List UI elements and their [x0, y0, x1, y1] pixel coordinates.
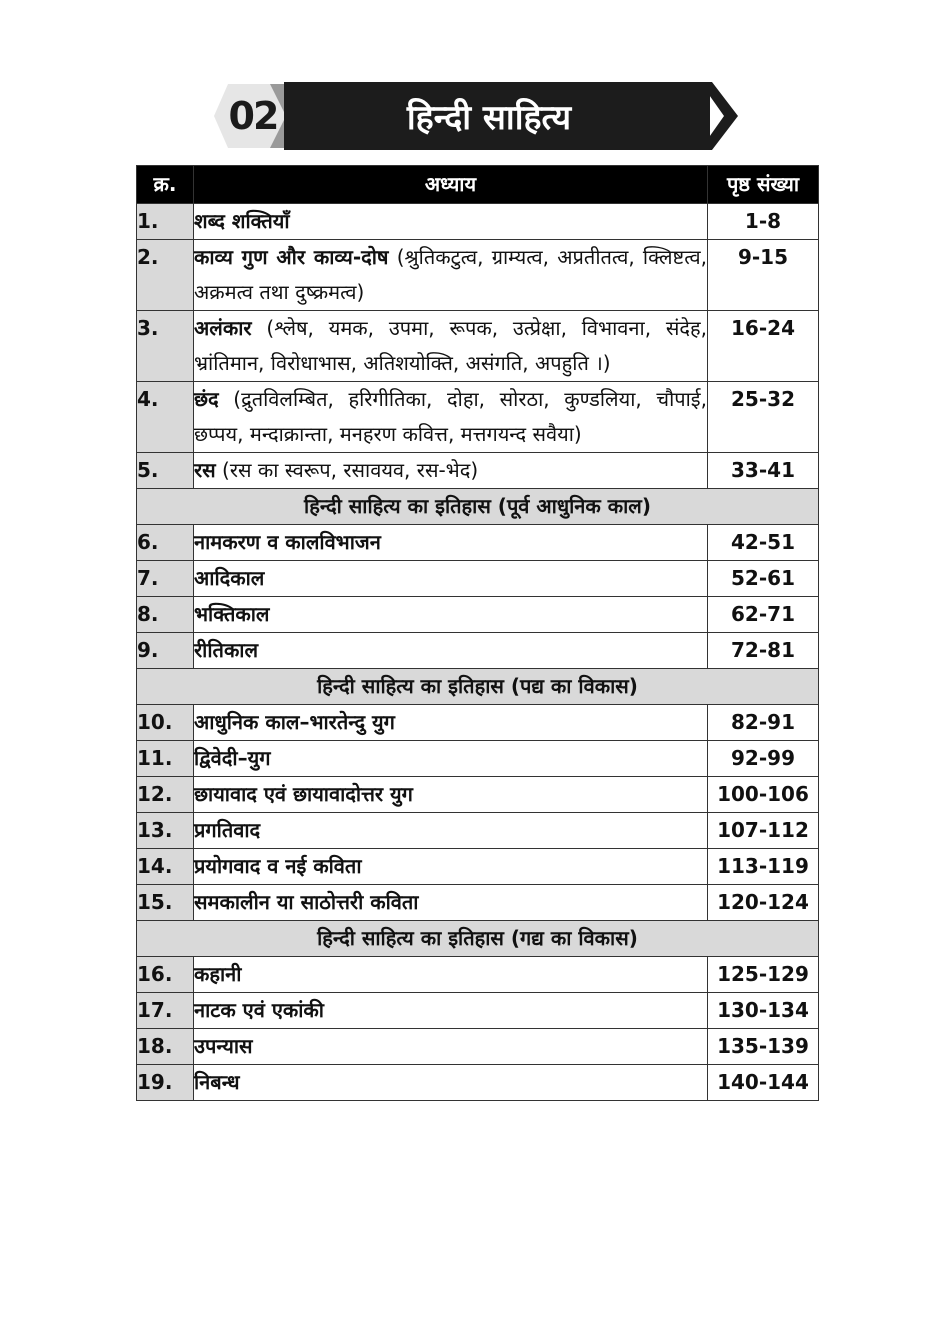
row-number: 7. — [137, 561, 194, 597]
table-row — [137, 1029, 819, 1065]
table-row — [137, 741, 819, 777]
chapter-cell — [194, 1029, 708, 1065]
page-range: 113-119 — [708, 849, 819, 885]
table-row — [137, 993, 819, 1029]
section-heading: हिन्दी साहित्य का इतिहास (पूर्व आधुनिक काल) — [137, 489, 819, 525]
header-serial: क्र. — [137, 166, 194, 204]
chapter-cell — [194, 204, 708, 240]
row-number: 19. — [137, 1065, 194, 1101]
table-row — [137, 597, 819, 633]
table-row — [137, 1065, 819, 1101]
chapter-detail: (रस का स्वरूप, रसावयव, रस-भेद) — [215, 458, 479, 482]
table-row — [137, 525, 819, 561]
chapter-cell — [194, 957, 708, 993]
section-heading: हिन्दी साहित्य का इतिहास (पद्य का विकास) — [137, 669, 819, 705]
row-number: 13. — [137, 813, 194, 849]
chapter-detail: (श्लेष, यमक, उपमा, रूपक, उत्प्रेक्षा, विभावना, संदेह, भ्रांतिमान, विरोधाभास, अतिशयोक्ति, असंगति, अपहुति ।) — [194, 316, 707, 375]
chapter-cell — [194, 1065, 708, 1101]
row-number: 11. — [137, 741, 194, 777]
chapter-cell — [194, 849, 708, 885]
chapter-cell — [194, 382, 708, 453]
table-row — [137, 849, 819, 885]
chapter-title: हिन्दी साहित्य — [406, 98, 572, 138]
row-number: 12. — [137, 777, 194, 813]
section-heading: हिन्दी साहित्य का इतिहास (गद्य का विकास) — [137, 921, 819, 957]
row-number: 17. — [137, 993, 194, 1029]
table-row — [137, 561, 819, 597]
section-heading-row — [137, 921, 819, 957]
chapter-cell — [194, 993, 708, 1029]
table-row — [137, 813, 819, 849]
chapter-title: नाटक एवं एकांकी — [194, 998, 324, 1022]
chapter-cell — [194, 597, 708, 633]
table-row — [137, 957, 819, 993]
row-number: 16. — [137, 957, 194, 993]
row-number: 4. — [137, 382, 194, 453]
chapter-title: आधुनिक काल–भारतेन्दु युग — [194, 710, 395, 734]
row-number: 3. — [137, 311, 194, 382]
table-row — [137, 453, 819, 489]
row-number: 2. — [137, 240, 194, 311]
chapter-title: प्रयोगवाद व नई कविता — [194, 854, 362, 878]
chapter-cell — [194, 525, 708, 561]
chapter-title: समकालीन या साठोत्तरी कविता — [194, 890, 419, 914]
page-range: 72-81 — [708, 633, 819, 669]
chapter-title: छायावाद एवं छायावादोत्तर युग — [194, 782, 413, 806]
header-chapter: अध्याय — [194, 166, 708, 204]
row-number: 6. — [137, 525, 194, 561]
page-range: 107-112 — [708, 813, 819, 849]
page-range: 130-134 — [708, 993, 819, 1029]
contents-table — [136, 165, 819, 1101]
page-range: 16-24 — [708, 311, 819, 382]
page-range: 135-139 — [708, 1029, 819, 1065]
chapter-title: रीतिकाल — [194, 638, 259, 662]
chapter-title: शब्द शक्तियाँ — [194, 209, 290, 233]
chapter-title: रस — [194, 458, 216, 482]
chapter-cell — [194, 705, 708, 741]
header-page-number: पृष्ठ संख्या — [708, 166, 819, 204]
row-number: 18. — [137, 1029, 194, 1065]
row-number: 8. — [137, 597, 194, 633]
page-range: 25-32 — [708, 382, 819, 453]
section-heading-row — [137, 489, 819, 525]
chapter-detail: (द्रुतविलम्बित, हरिगीतिका, दोहा, सोरठा, कुण्डलिया, चौपाई, छप्पय, मन्दाक्रान्ता, मनहरण कवित्त, मत्तगयन्द सवैया) — [194, 387, 707, 446]
table-header-row — [137, 166, 819, 204]
chapter-title: द्विवेदी–युग — [194, 746, 271, 770]
chapter-cell — [194, 240, 708, 311]
chapter-title: उपन्यास — [194, 1034, 253, 1058]
page-range: 9-15 — [708, 240, 819, 311]
page-range: 120-124 — [708, 885, 819, 921]
table-row — [137, 633, 819, 669]
page-range: 33-41 — [708, 453, 819, 489]
chapter-cell — [194, 813, 708, 849]
page-range: 62-71 — [708, 597, 819, 633]
chapter-cell — [194, 453, 708, 489]
table-row — [137, 885, 819, 921]
chapter-title: आदिकाल — [194, 566, 265, 590]
page-range: 125-129 — [708, 957, 819, 993]
page-range: 100-106 — [708, 777, 819, 813]
chapter-title: छंद — [194, 387, 219, 411]
chapter-title: नामकरण व कालविभाजन — [194, 530, 381, 554]
row-number: 5. — [137, 453, 194, 489]
chapter-number: 02 — [228, 94, 278, 138]
chapter-cell — [194, 633, 708, 669]
page-range: 52-61 — [708, 561, 819, 597]
chapter-banner — [214, 82, 738, 150]
row-number: 14. — [137, 849, 194, 885]
chapter-title: निबन्ध — [194, 1070, 240, 1094]
chapter-detail: (श्रुतिकटुत्व, ग्राम्यत्व, अप्रतीतत्व, क्लिष्टत्व, अक्रमत्व तथा दुष्क्रमत्व) — [194, 245, 707, 304]
page-range: 140-144 — [708, 1065, 819, 1101]
page-range: 92-99 — [708, 741, 819, 777]
page-range: 42-51 — [708, 525, 819, 561]
chapter-title: भक्तिकाल — [194, 602, 270, 626]
chapter-title: कहानी — [194, 962, 242, 986]
table-row — [137, 382, 819, 453]
chapter-cell — [194, 311, 708, 382]
chapter-cell — [194, 885, 708, 921]
table-row — [137, 240, 819, 311]
page-range: 82-91 — [708, 705, 819, 741]
chapter-title: अलंकार — [194, 316, 252, 340]
chapter-cell — [194, 561, 708, 597]
table-row — [137, 705, 819, 741]
row-number: 9. — [137, 633, 194, 669]
chevron-right-icon — [700, 82, 738, 150]
row-number: 1. — [137, 204, 194, 240]
table-row — [137, 204, 819, 240]
chapter-title: प्रगतिवाद — [194, 818, 261, 842]
page-range: 1-8 — [708, 204, 819, 240]
row-number: 10. — [137, 705, 194, 741]
table-row — [137, 777, 819, 813]
section-heading-row — [137, 669, 819, 705]
chapter-cell — [194, 777, 708, 813]
chapter-title: काव्य गुण और काव्य-दोष — [194, 245, 389, 269]
table-row — [137, 311, 819, 382]
chapter-cell — [194, 741, 708, 777]
row-number: 15. — [137, 885, 194, 921]
